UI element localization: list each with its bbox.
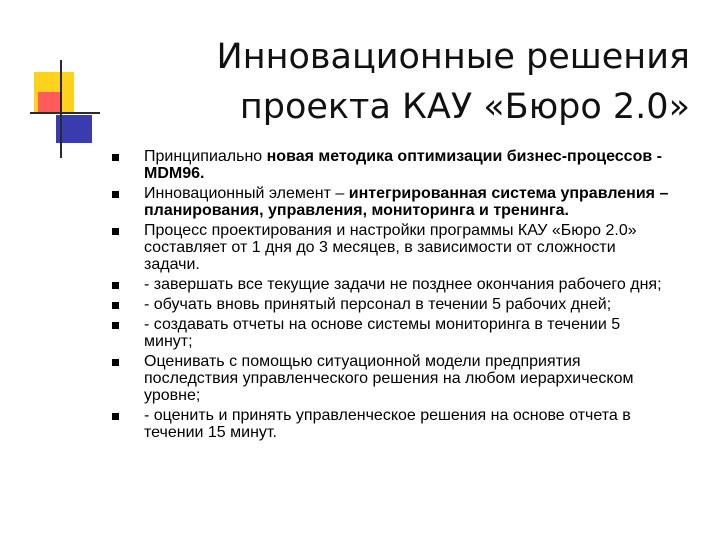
- title-line-1: Инновационные решения: [216, 37, 690, 77]
- square-bullet-icon: [112, 228, 119, 235]
- bullet-text: [144, 222, 637, 273]
- bullet-text-part: - обучать вновь принятый персонал в течении 5 рабочих дней;: [144, 296, 612, 313]
- logo-horizontal-line: [30, 112, 100, 114]
- logo-vertical-line: [60, 60, 62, 158]
- square-bullet-icon: [112, 302, 119, 309]
- title-line-2: проекта КАУ «Бюро 2.0»: [239, 87, 690, 127]
- bullet-item: [112, 296, 672, 313]
- square-bullet-icon: [112, 191, 119, 198]
- square-bullet-icon: [112, 413, 119, 420]
- bullet-text-part-bold: новая методика оптимизации бизнес-процессов - MDM96.: [144, 148, 662, 182]
- square-bullet-icon: [112, 154, 119, 161]
- bullet-list: [112, 148, 672, 444]
- bullet-item: [112, 222, 672, 273]
- bullet-item: [112, 407, 672, 441]
- bullet-text-part: - создавать отчеты на основе системы мониторинга в течении 5 минут;: [144, 316, 621, 350]
- bullet-text-part: - завершать все текущие задачи не позднее окончания рабочего дня;: [144, 276, 662, 293]
- bullet-item: [112, 316, 672, 350]
- bullet-text-part: Оценивать с помощью ситуационной модели предприятия последствия управленческого решения на любом иерархическом уровне;: [144, 353, 634, 404]
- bullet-text: [144, 148, 662, 182]
- bullet-item: [112, 148, 672, 182]
- bullet-text: [144, 276, 662, 293]
- square-bullet-icon: [112, 359, 119, 366]
- bullet-item: [112, 276, 672, 293]
- bullet-text: [144, 316, 620, 350]
- bullet-text: [144, 407, 631, 441]
- bullet-text-part: Процесс проектирования и настройки программы КАУ «Бюро 2.0» составляет от 1 дня до 3 месяцев, в зависимости от сложности задачи.: [144, 222, 637, 273]
- square-bullet-icon: [112, 322, 119, 329]
- bullet-text: [144, 296, 611, 313]
- square-bullet-icon: [112, 282, 119, 289]
- logo-red-square: [38, 92, 60, 114]
- bullet-item: [112, 185, 672, 219]
- bullet-item: [112, 353, 672, 404]
- bullet-text-part-bold: интегрированная система управления – планирования, управления, мониторинга и тренинга.: [144, 185, 669, 219]
- slide-title: [120, 32, 690, 132]
- bullet-text: [144, 185, 668, 219]
- bullet-text-part: Принципиально: [144, 148, 267, 165]
- bullet-text: [144, 353, 634, 404]
- bullet-text-part: Инновационный элемент –: [144, 185, 349, 202]
- bullet-text-part: - оценить и принять управленческое решения на основе отчета в течении 15 минут.: [144, 407, 631, 441]
